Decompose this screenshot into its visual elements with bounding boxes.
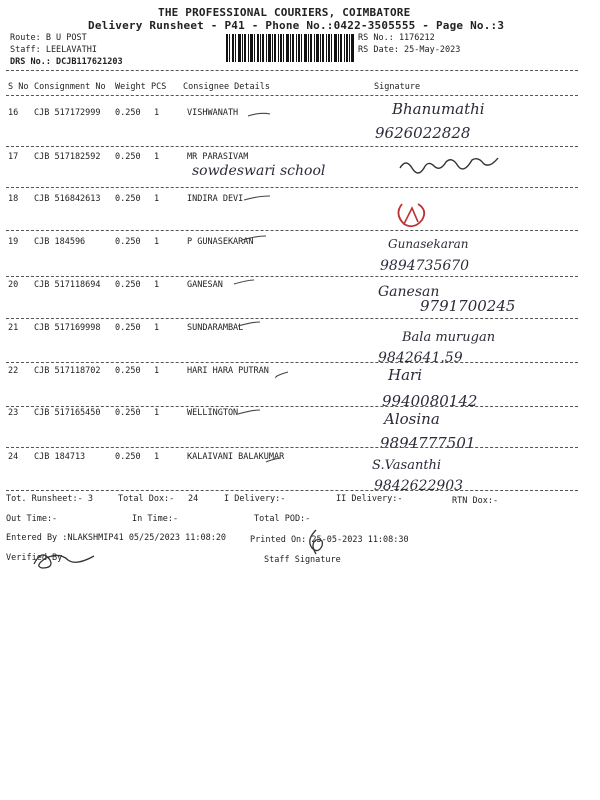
second-delivery: II Delivery:- bbox=[336, 494, 403, 504]
row-consignment: CJB 517182592 bbox=[34, 152, 101, 162]
row-consignment: CJB 516842613 bbox=[34, 194, 101, 204]
row-divider bbox=[6, 318, 578, 319]
handwritten-name: Bala murugan bbox=[402, 330, 496, 345]
staff-label: Staff: LEELAVATHI bbox=[10, 45, 97, 55]
row-weight: 0.250 bbox=[115, 408, 141, 418]
col-consignee: Consignee Details bbox=[183, 82, 270, 92]
handwritten-phone: 9940080142 bbox=[382, 392, 478, 410]
total-dox-value: 24 bbox=[188, 494, 199, 504]
company-title: THE PROFESSIONAL COURIERS, COIMBATORE bbox=[158, 6, 411, 19]
entered-by: Entered By :NLAKSHMIP41 05/25/2023 11:08:20 bbox=[6, 533, 227, 543]
row-sno: 18 bbox=[8, 194, 19, 204]
row-sno: 20 bbox=[8, 280, 19, 290]
row-weight: 0.250 bbox=[115, 108, 141, 118]
row-divider bbox=[6, 406, 578, 407]
row-sno: 22 bbox=[8, 366, 19, 376]
drs-number: DRS No.: DCJB117621203 bbox=[10, 57, 123, 67]
in-time: In Time:- bbox=[132, 514, 179, 524]
handwritten-phone: 9791700245 bbox=[420, 297, 516, 315]
row-consignee: SUNDARAMBAL bbox=[187, 323, 244, 333]
row-weight: 0.250 bbox=[115, 152, 141, 162]
rtn-dox: RTN Dox:- bbox=[452, 496, 499, 506]
row-pcs: 1 bbox=[154, 194, 160, 204]
runsheet-subtitle: Delivery Runsheet - P41 - Phone No.:0422-3505555 - Page No.:3 bbox=[88, 19, 505, 32]
row-consignee: GANESAN bbox=[187, 280, 223, 290]
handwritten-name: Hari bbox=[388, 366, 422, 384]
row-sno: 24 bbox=[8, 452, 19, 462]
col-consignment: Consignment No bbox=[34, 82, 106, 92]
tick-marks bbox=[230, 104, 290, 484]
verifier-signature bbox=[30, 546, 100, 574]
row-consignee: WELLINGTON bbox=[187, 408, 239, 418]
row-consignment: CJB 517118702 bbox=[34, 366, 101, 376]
header-divider-top bbox=[6, 70, 578, 71]
route-label: Route: B U POST bbox=[10, 33, 87, 43]
row-weight: 0.250 bbox=[115, 452, 141, 462]
total-dox-label: Total Dox:- bbox=[118, 494, 175, 504]
row-weight: 0.250 bbox=[115, 366, 141, 376]
col-sno: S No bbox=[8, 82, 29, 92]
row-consignment: CJB 517165450 bbox=[34, 408, 101, 418]
handwritten-phone: 9842622903 bbox=[374, 478, 464, 494]
barcode-image bbox=[226, 34, 354, 62]
total-pod: Total POD:- bbox=[254, 514, 311, 524]
signature-scribble bbox=[392, 200, 432, 232]
row-divider bbox=[6, 362, 578, 363]
row-sno: 23 bbox=[8, 408, 19, 418]
handwritten-phone: 9894735670 bbox=[380, 258, 470, 274]
out-time: Out Time:- bbox=[6, 514, 58, 524]
row-consignee: INDIRA DEVI bbox=[187, 194, 244, 204]
handwritten-phone: 9894777501 bbox=[380, 434, 476, 452]
row-divider bbox=[6, 276, 578, 277]
row-consignee: MR PARASIVAM bbox=[187, 152, 249, 162]
row-consignee: P GUNASEKARAN bbox=[187, 237, 254, 247]
staff-signature: Staff Signature bbox=[264, 555, 341, 565]
row-weight: 0.250 bbox=[115, 194, 141, 204]
row-consignee: VISHWANATH bbox=[187, 108, 239, 118]
row-pcs: 1 bbox=[154, 452, 160, 462]
row-sno: 21 bbox=[8, 323, 19, 333]
row-divider bbox=[6, 490, 578, 491]
rs-number: RS No.: 1176212 bbox=[358, 33, 435, 43]
handwritten-note: sowdeswari school bbox=[192, 163, 326, 179]
row-consignment: CJB 184596 bbox=[34, 237, 86, 247]
row-pcs: 1 bbox=[154, 366, 160, 376]
total-runsheet: Tot. Runsheet:- 3 bbox=[6, 494, 93, 504]
row-sno: 17 bbox=[8, 152, 19, 162]
row-divider bbox=[6, 146, 578, 147]
row-pcs: 1 bbox=[154, 408, 160, 418]
row-pcs: 1 bbox=[154, 152, 160, 162]
row-pcs: 1 bbox=[154, 237, 160, 247]
row-consignment: CJB 184713 bbox=[34, 452, 86, 462]
row-weight: 0.250 bbox=[115, 280, 141, 290]
row-sno: 19 bbox=[8, 237, 19, 247]
row-consignment: CJB 517172999 bbox=[34, 108, 101, 118]
row-weight: 0.250 bbox=[115, 323, 141, 333]
row-sno: 16 bbox=[8, 108, 19, 118]
col-weight: Weight bbox=[115, 82, 146, 92]
row-weight: 0.250 bbox=[115, 237, 141, 247]
row-consignee: KALAIVANI BALAKUMAR bbox=[187, 452, 285, 462]
handwritten-phone: 9842641.59 bbox=[378, 350, 463, 366]
row-consignment: CJB 517118694 bbox=[34, 280, 101, 290]
row-divider bbox=[6, 447, 578, 448]
row-pcs: 1 bbox=[154, 108, 160, 118]
handwritten-phone: 9626022828 bbox=[375, 124, 471, 142]
header-divider-bottom bbox=[6, 95, 578, 96]
col-pcs: PCS bbox=[151, 82, 167, 92]
row-divider bbox=[6, 187, 578, 188]
verified-by: Verified By bbox=[6, 553, 63, 563]
handwritten-name: Alosina bbox=[384, 410, 440, 428]
printed-on: Printed On: 25-05-2023 11:08:30 bbox=[250, 535, 409, 545]
rs-date: RS Date: 25-May-2023 bbox=[358, 45, 461, 55]
handwritten-name: S.Vasanthi bbox=[372, 458, 442, 473]
row-divider bbox=[6, 230, 578, 231]
signature-scribble bbox=[398, 154, 518, 182]
handwritten-name: Gunasekaran bbox=[388, 237, 469, 251]
col-signature: Signature bbox=[374, 82, 421, 92]
handwritten-name: Bhanumathi bbox=[392, 100, 485, 118]
row-pcs: 1 bbox=[154, 280, 160, 290]
row-consignment: CJB 517169998 bbox=[34, 323, 101, 333]
handwritten-name: Ganesan bbox=[378, 284, 440, 300]
first-delivery: I Delivery:- bbox=[224, 494, 286, 504]
row-consignee: HARI HARA PUTRAN bbox=[187, 366, 269, 376]
row-pcs: 1 bbox=[154, 323, 160, 333]
